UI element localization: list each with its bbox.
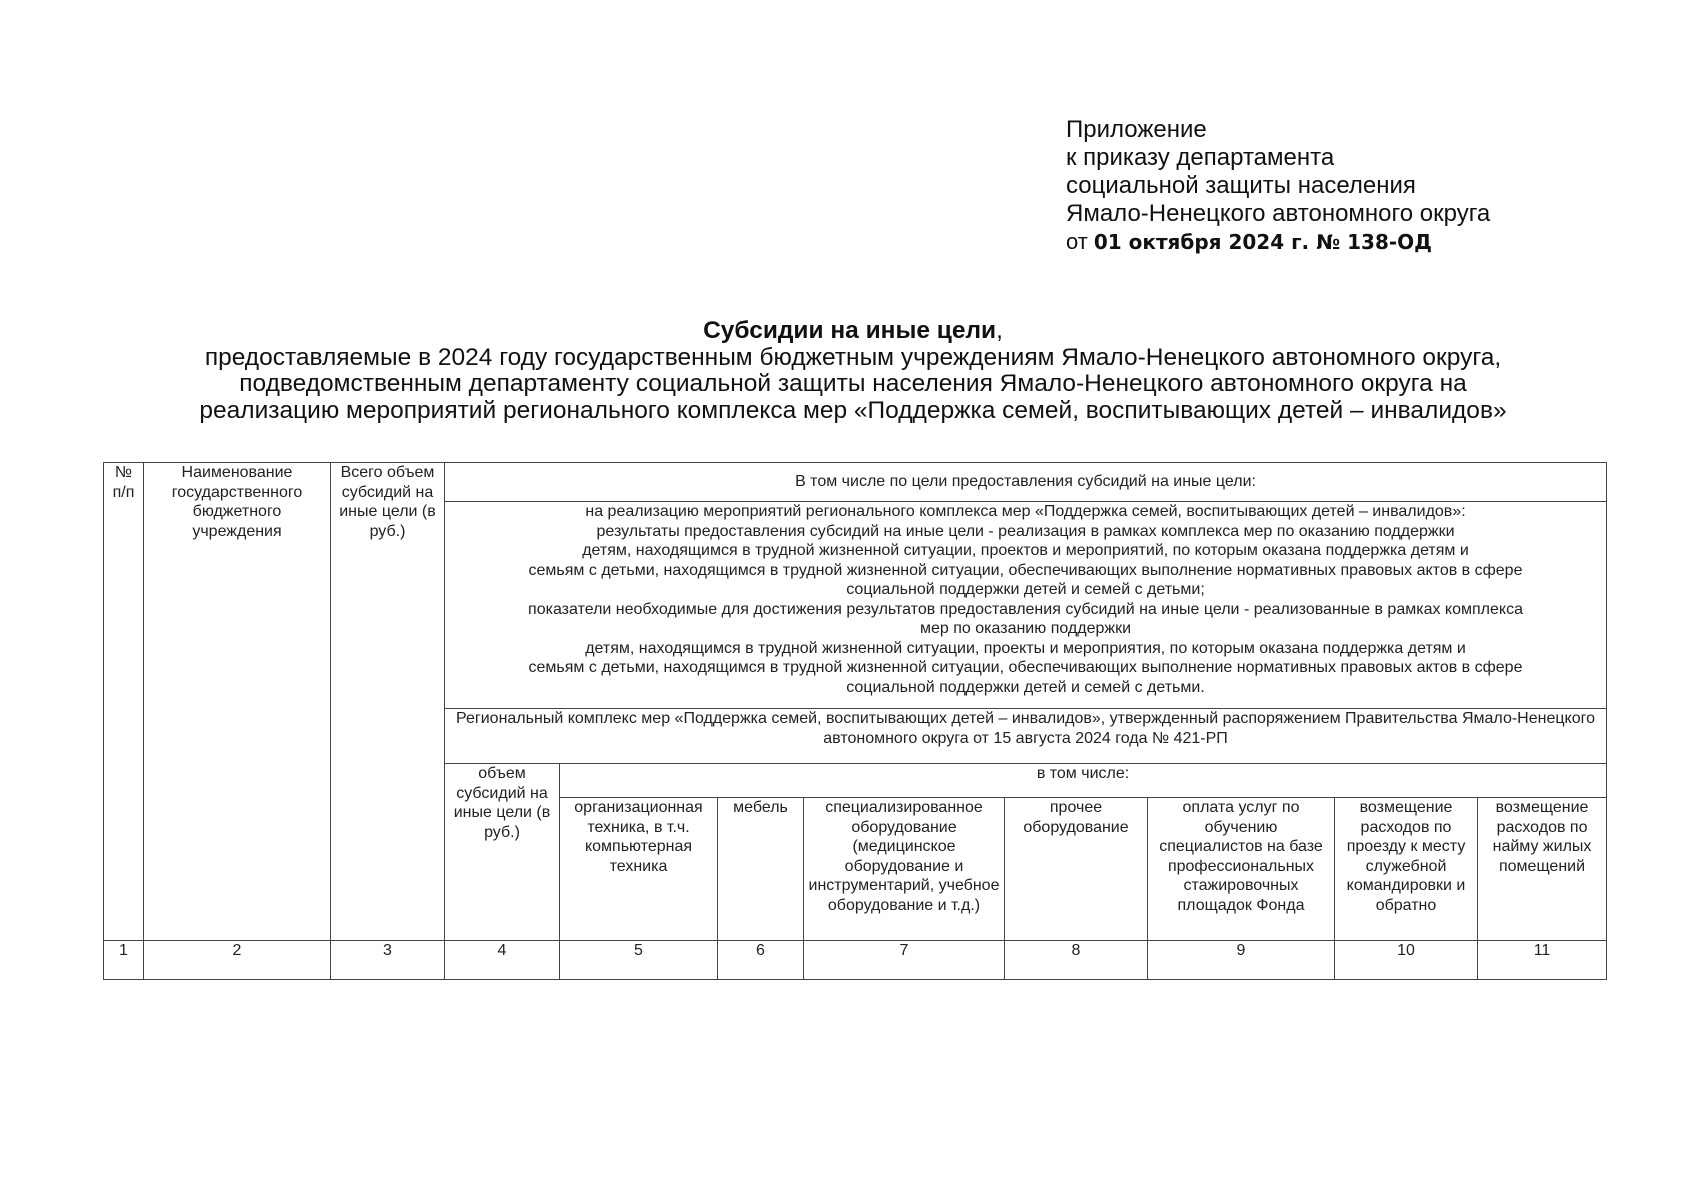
column-number: 10 — [1335, 941, 1478, 980]
col-header-num: № п/п — [104, 463, 144, 941]
col-header-special-equipment: специализированное оборудование (медицинское оборудование и инструментарий, учебное оборудование и т.д.) — [804, 798, 1005, 941]
regional-complex-header: Региональный комплекс мер «Поддержка семей, воспитывающих детей – инвалидов», утвержденный распоряжением Правительства Ямало-Ненецкого автономного округа от 15 августа 2024 года № 421-РП — [445, 709, 1607, 764]
including-header: в том числе: — [560, 764, 1607, 798]
goal-line: семьям с детьми, находящимся в трудной жизненной ситуации, обеспечивающих выполнение нормативных правовых актов в сфере — [528, 659, 1523, 676]
purpose-group-header: В том числе по цели предоставления субсидий на иные цели: — [445, 463, 1607, 502]
goal-line: мер по оказанию поддержки — [920, 620, 1132, 637]
column-number: 1 — [104, 941, 144, 980]
goal-line: детям, находящимся в трудной жизненной ситуации, проекты и мероприятия, по которым оказана поддержка детям и — [585, 639, 1466, 657]
order-number: 01 октября 2024 г. № 138-ОД — [1093, 230, 1432, 254]
column-number: 5 — [560, 941, 718, 980]
col-header-volume: объем субсидий на иные цели (в руб.) — [445, 764, 560, 941]
column-number: 9 — [1148, 941, 1335, 980]
goal-line: на реализацию мероприятий регионального комплекса мер «Поддержка семей, воспитывающих детей – инвалидов»: — [585, 503, 1466, 520]
goal-line: социальной поддержки детей и семей с детьми; — [846, 581, 1205, 598]
col-header-housing: возмещение расходов по найму жилых помещений — [1478, 798, 1607, 941]
approval-line: Приложение — [1066, 116, 1207, 143]
column-number: 6 — [718, 941, 804, 980]
heading-title-comma: , — [996, 317, 1003, 344]
column-number: 7 — [804, 941, 1005, 980]
col-header-furniture: мебель — [718, 798, 804, 941]
heading-title-bold: Субсидии на иные цели — [703, 317, 997, 344]
heading-line: предоставляемые в 2024 году государственным бюджетным учреждениям Ямало-Ненецкого автономного округа, — [204, 343, 1502, 371]
col-header-total: Всего объем субсидий на иные цели (в руб.) — [331, 463, 445, 941]
column-number: 3 — [331, 941, 445, 980]
column-number: 4 — [445, 941, 560, 980]
heading-line: подведомственным департаменту социальной защиты населения Ямало-Ненецкого автономного округа на — [239, 370, 1467, 397]
goal-line: показатели необходимые для достижения результатов предоставления субсидий на иные цели - реализованные в рамках комплекса — [528, 600, 1523, 618]
goal-line: результаты предоставления субсидий на иные цели - реализация в рамках комплекса мер по оказанию поддержки — [596, 522, 1455, 540]
approval-line: к приказу департамента — [1066, 144, 1335, 171]
column-number: 2 — [144, 941, 331, 980]
col-header-other-equipment: прочее оборудование — [1005, 798, 1148, 941]
goal-line: социальной поддержки детей и семей с детьми. — [846, 678, 1205, 696]
goal-line: детям, находящимся в трудной жизненной ситуации, проектов и мероприятий, по которым оказана поддержка детям и — [582, 542, 1469, 559]
col-header-travel: возмещение расходов по проезду к месту служебной командировки и обратно — [1335, 798, 1478, 941]
column-number: 8 — [1005, 941, 1148, 980]
col-header-training: оплата услуг по обучению специалистов на базе профессиональных стажировочных площадок Фонда — [1148, 798, 1335, 941]
goal-description — [445, 502, 1607, 709]
heading-title — [100, 318, 1606, 345]
col-header-name: Наименование государственного бюджетного учреждения — [144, 463, 331, 941]
heading-line: реализацию мероприятий регионального комплекса мер «Поддержка семей, воспитывающих детей – инвалидов» — [199, 396, 1507, 424]
column-number: 11 — [1478, 941, 1607, 980]
approval-line: социальной защиты населения — [1066, 172, 1416, 199]
goal-line: семьям с детьми, находящимся в трудной жизненной ситуации, обеспечивающих выполнение нормативных правовых актов в сфере — [528, 561, 1523, 579]
order-prefix: от — [1066, 229, 1088, 254]
order-line — [1066, 228, 1490, 256]
subsidy-table — [103, 462, 1607, 980]
approval-line: Ямало-Ненецкого автономного округа — [1066, 200, 1491, 227]
col-header-office-equipment: организационная техника, в т.ч. компьютерная техника — [560, 798, 718, 941]
document-heading — [100, 318, 1606, 424]
approval-block — [1066, 116, 1490, 256]
